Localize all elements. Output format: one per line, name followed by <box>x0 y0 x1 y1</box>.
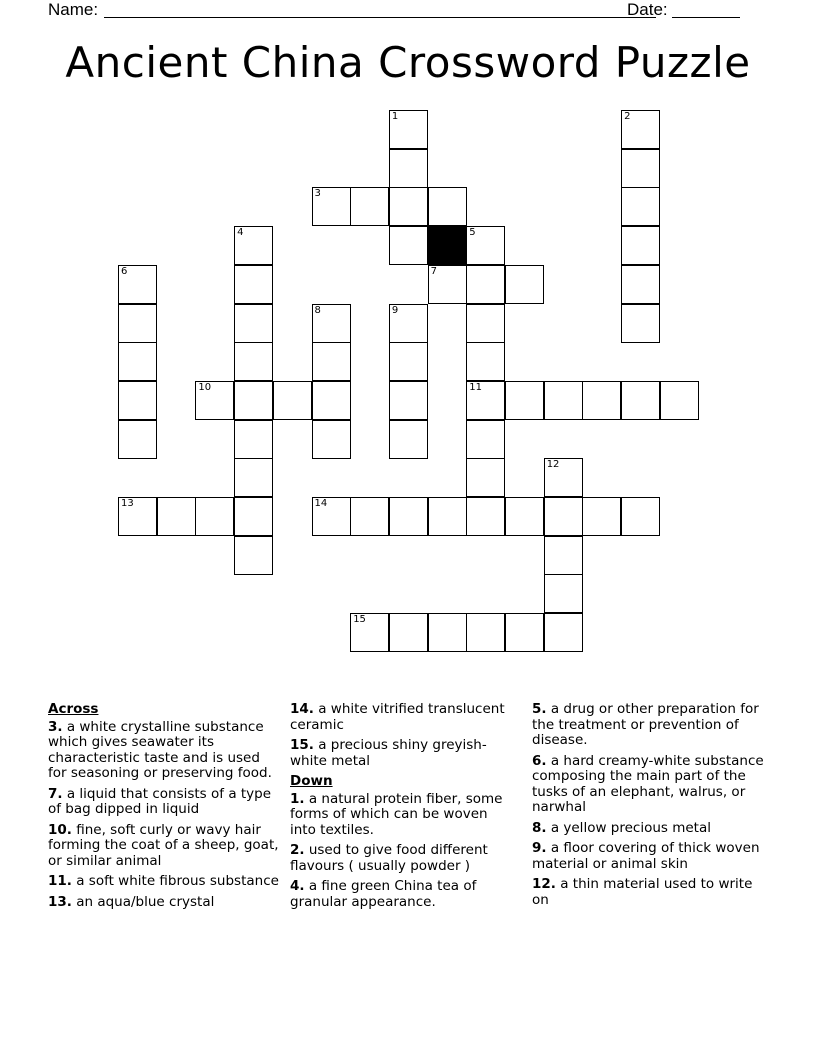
grid-cell[interactable] <box>466 613 505 652</box>
grid-cell[interactable] <box>505 381 544 420</box>
grid-cell[interactable] <box>621 149 660 188</box>
grid-cell[interactable] <box>621 265 660 304</box>
grid-cell[interactable] <box>466 420 505 459</box>
down-heading: Down <box>290 773 333 789</box>
clue-number-label: 11 <box>469 381 483 393</box>
grid-cell[interactable] <box>389 381 428 420</box>
clue-number: 12. <box>532 876 556 892</box>
grid-cell[interactable] <box>389 226 428 265</box>
clue-number: 7. <box>48 785 63 802</box>
clue-text: an aqua/blue crystal <box>76 893 215 910</box>
grid-cell[interactable] <box>389 420 428 459</box>
grid-cell[interactable] <box>544 613 583 652</box>
grid-cell[interactable] <box>621 497 660 536</box>
grid-cell[interactable] <box>466 381 505 420</box>
clues-column-2 <box>290 702 510 915</box>
clue-number-label: 2 <box>624 111 631 122</box>
clue-across-14 <box>290 702 510 733</box>
clue-number-label: 12 <box>546 459 560 471</box>
clue-number: 2. <box>290 842 305 858</box>
clue-number: 9. <box>532 840 547 856</box>
clue-number: 1. <box>290 790 305 807</box>
grid-cell[interactable] <box>234 536 273 575</box>
clue-across-7 <box>48 787 280 818</box>
clue-number-label: 13 <box>121 498 134 509</box>
grid-cell[interactable] <box>389 304 428 343</box>
grid-cell[interactable] <box>466 265 505 304</box>
grid-cell[interactable] <box>118 265 157 304</box>
grid-cell[interactable] <box>428 613 467 652</box>
clue-text: a natural protein fiber, some forms of which can be woven into textiles. <box>290 790 503 838</box>
grid-cell[interactable] <box>466 226 505 265</box>
grid-cell[interactable] <box>312 381 351 420</box>
clue-text: a floor covering of thick woven material or animal skin <box>532 840 760 872</box>
clue-number-label: 4 <box>237 227 244 239</box>
clue-text: a white vitrified translucent ceramic <box>290 701 505 733</box>
grid-cell[interactable] <box>234 381 273 420</box>
clue-number-label: 6 <box>121 265 128 277</box>
grid-cell[interactable] <box>466 497 505 536</box>
grid-cell[interactable] <box>389 149 428 188</box>
grid-cell[interactable] <box>428 265 467 304</box>
grid-cell[interactable] <box>389 187 428 226</box>
clue-number-label: 15 <box>353 614 366 626</box>
grid-cell[interactable] <box>312 342 351 381</box>
grid-cell[interactable] <box>389 497 428 536</box>
clue-text: a fine green China tea of granular appearance. <box>290 878 477 910</box>
grid-cell[interactable] <box>350 187 389 226</box>
clue-text: used to give food different flavours ( usually powder ) <box>290 842 488 874</box>
across-heading: Across <box>48 701 99 717</box>
grid-cell[interactable] <box>273 381 312 420</box>
clue-number-label: 14 <box>314 498 328 509</box>
grid-cell[interactable] <box>544 536 583 575</box>
grid-cell[interactable] <box>157 497 196 536</box>
clue-number-label: 7 <box>430 265 437 277</box>
grid-cell[interactable] <box>350 497 389 536</box>
clue-text: a white crystalline substance which gives seawater its characteristic taste and is used for seasoning or preserving food. <box>48 718 272 781</box>
clue-number: 10. <box>48 821 72 838</box>
clue-number: 6. <box>532 752 547 769</box>
clue-number-label: 10 <box>198 381 212 393</box>
clues-column-3 <box>532 702 768 913</box>
grid-cell[interactable] <box>389 613 428 652</box>
clues-column-1 <box>48 702 280 915</box>
grid-cell[interactable] <box>312 497 351 536</box>
clue-text: a thin material used to write on <box>532 876 753 908</box>
grid-cell[interactable] <box>118 381 157 420</box>
grid-cell[interactable] <box>118 497 157 536</box>
grid-cell[interactable] <box>621 304 660 343</box>
grid-cell[interactable] <box>234 342 273 381</box>
grid-cell[interactable] <box>621 226 660 265</box>
clue-number: 14. <box>290 701 314 717</box>
clue-text: a liquid that consists of a type of bag dipped in liquid <box>48 785 272 817</box>
grid-cell[interactable] <box>660 381 699 420</box>
grid-cell[interactable] <box>428 497 467 536</box>
clue-text: a drug or other preparation for the treatment or prevention of disease. <box>532 701 759 748</box>
grid-cell[interactable] <box>621 110 660 149</box>
grid-cell[interactable] <box>234 420 273 459</box>
clue-number-label: 1 <box>391 111 399 122</box>
clue-number: 15. <box>290 737 314 753</box>
clue-across-11 <box>48 874 280 890</box>
grid-cell[interactable] <box>234 497 273 536</box>
grid-cell[interactable] <box>350 613 389 652</box>
clue-text: a yellow precious metal <box>550 819 711 836</box>
clue-number-label: 8 <box>314 304 321 316</box>
date-label: Date: <box>627 0 668 19</box>
grid-cell[interactable] <box>195 381 234 420</box>
grid-cell-blocked <box>428 226 467 265</box>
clue-text: a soft white fibrous substance <box>76 873 279 889</box>
name-label: Name: <box>48 0 99 19</box>
clue-down-2 <box>290 843 510 874</box>
clue-down-1 <box>290 792 510 839</box>
grid-cell[interactable] <box>505 497 544 536</box>
clue-number: 11. <box>48 873 72 889</box>
page-title: Ancient China Crossword Puzzle <box>65 38 751 87</box>
clue-number-label: 9 <box>391 304 399 316</box>
clue-text: a hard creamy-white substance composing the main part of the tusks of an elephant, walrus, or narwhal <box>532 752 764 815</box>
grid-cell[interactable] <box>544 574 583 613</box>
grid-cell[interactable] <box>118 304 157 343</box>
clue-across-3 <box>48 720 280 782</box>
clue-across-13 <box>48 895 280 911</box>
clue-down-5 <box>532 702 768 749</box>
grid-cell[interactable] <box>195 497 234 536</box>
grid-cell[interactable] <box>466 458 505 497</box>
clue-number: 8. <box>532 819 547 836</box>
grid-cell[interactable] <box>621 381 660 420</box>
grid-cell[interactable] <box>234 458 273 497</box>
grid-cell[interactable] <box>389 342 428 381</box>
grid-cell[interactable] <box>544 458 583 497</box>
grid-cell[interactable] <box>312 420 351 459</box>
clue-number: 4. <box>290 878 305 894</box>
grid-cell[interactable] <box>505 265 544 304</box>
grid-cell[interactable] <box>582 497 621 536</box>
clue-down-8 <box>532 821 768 837</box>
clue-across-10 <box>48 823 280 870</box>
clue-number-label: 3 <box>314 188 321 200</box>
grid-cell[interactable] <box>466 342 505 381</box>
clue-down-6 <box>532 754 768 816</box>
clue-number-label: 5 <box>469 227 476 239</box>
grid-cell[interactable] <box>582 381 621 420</box>
grid-cell[interactable] <box>621 187 660 226</box>
grid-cell[interactable] <box>312 304 351 343</box>
grid-cell[interactable] <box>428 187 467 226</box>
clue-down-4 <box>290 879 510 910</box>
clue-number: 5. <box>532 701 547 717</box>
clue-down-9 <box>532 841 768 872</box>
grid-cell[interactable] <box>389 110 428 149</box>
grid-cell[interactable] <box>544 381 583 420</box>
grid-cell[interactable] <box>234 226 273 265</box>
clue-down-12 <box>532 877 768 908</box>
grid-cell[interactable] <box>505 613 544 652</box>
clue-number: 3. <box>48 718 63 735</box>
grid-cell[interactable] <box>234 304 273 343</box>
grid-cell[interactable] <box>234 265 273 304</box>
grid-cell[interactable] <box>118 342 157 381</box>
clue-across-15 <box>290 738 510 769</box>
clue-text: a precious shiny greyish-white metal <box>290 737 487 769</box>
grid-cell[interactable] <box>118 420 157 459</box>
clue-text: fine, soft curly or wavy hair forming the coat of a sheep, goat, or similar animal <box>48 821 279 869</box>
grid-cell[interactable] <box>466 304 505 343</box>
grid-cell[interactable] <box>544 497 583 536</box>
grid-cell[interactable] <box>312 187 351 226</box>
clue-number: 13. <box>48 893 72 910</box>
